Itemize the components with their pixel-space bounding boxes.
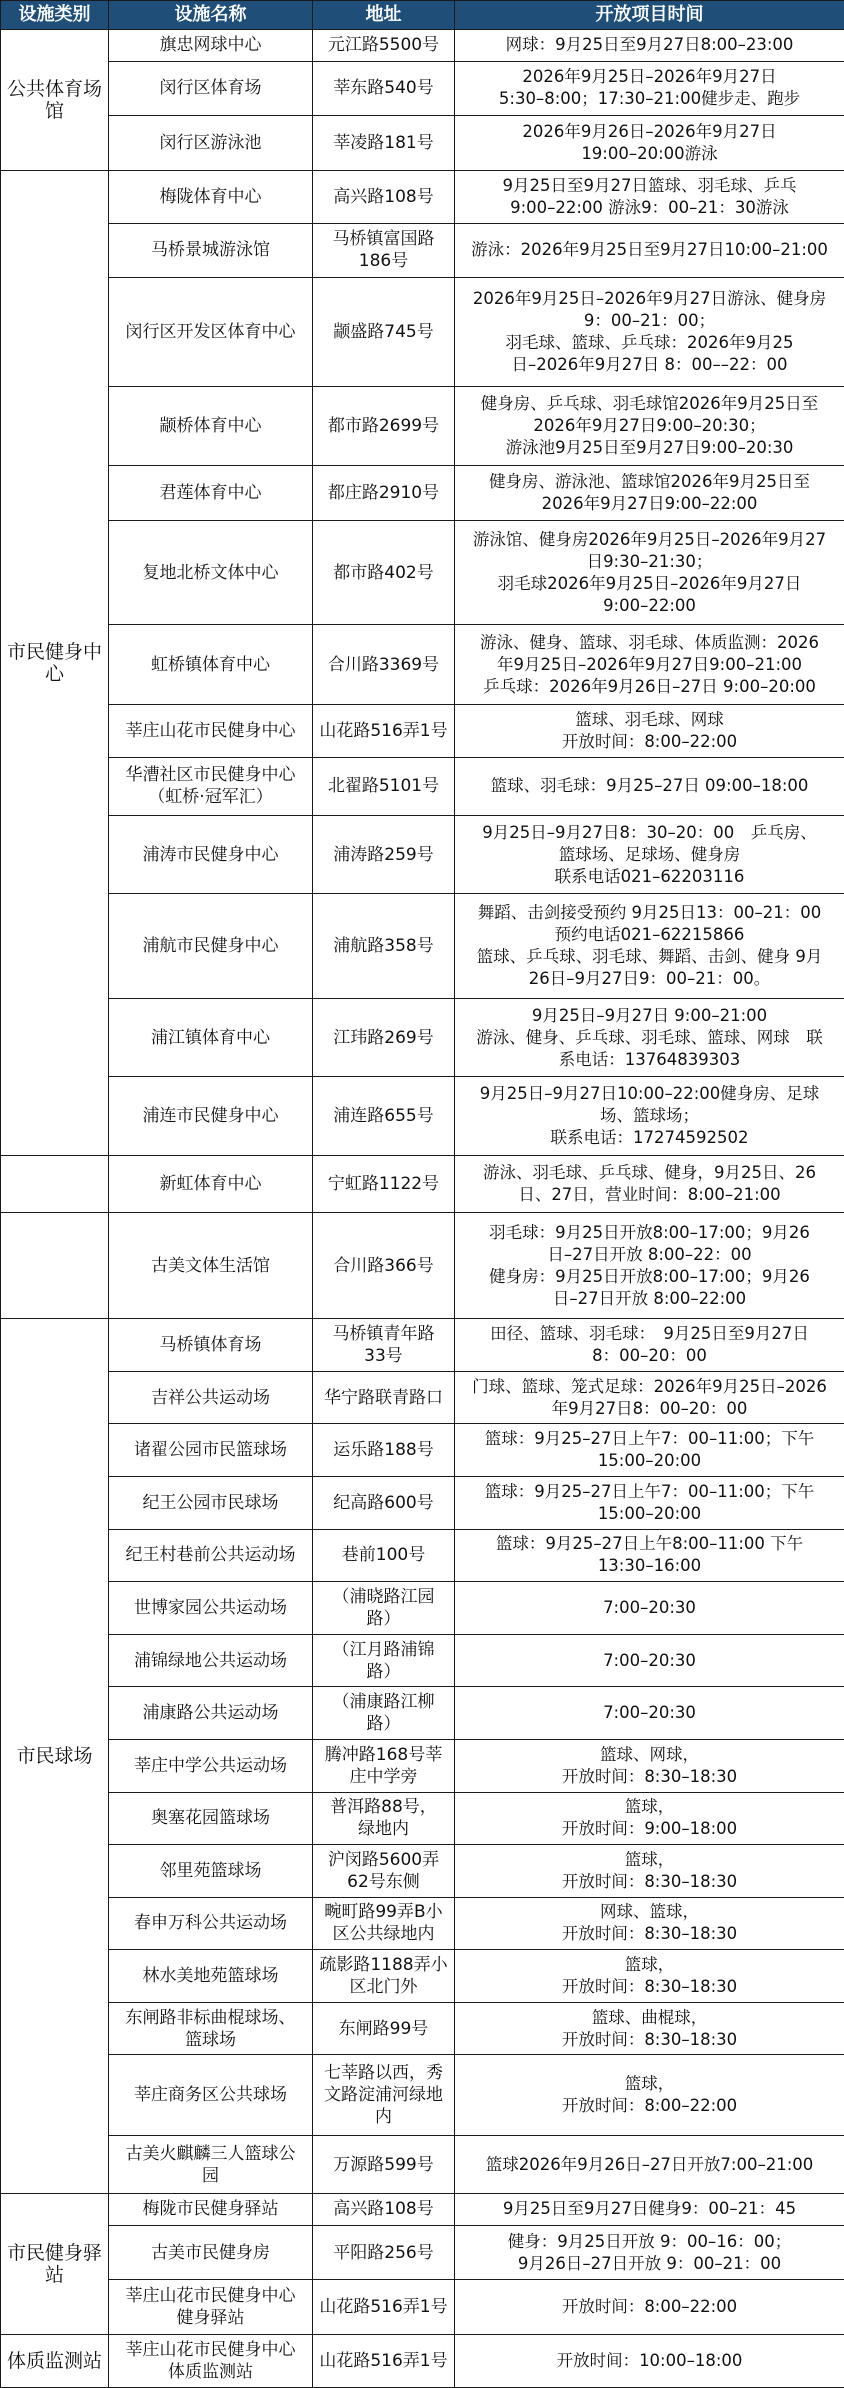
facility-name-cell: 莘庄山花市民健身中心 健身驿站 bbox=[109, 2280, 313, 2335]
facility-name-cell: 诸翟公园市民篮球场 bbox=[109, 1424, 313, 1477]
facility-name-cell: 梅陇市民健身驿站 bbox=[109, 2194, 313, 2226]
address-cell: 普洱路88号， 绿地内 bbox=[313, 1792, 455, 1845]
facility-name-cell: 邻里苑篮球场 bbox=[109, 1845, 313, 1898]
address-cell: 运乐路188号 bbox=[313, 1424, 455, 1477]
hours-cell: 游泳：2026年9月25日至9月27日10:00–21:00 bbox=[455, 223, 844, 278]
facility-name-cell: 闵行区游泳池 bbox=[109, 116, 313, 171]
table-row bbox=[1, 1897, 844, 1950]
facility-name-cell: 马桥镇体育场 bbox=[109, 1319, 313, 1372]
hours-cell: 篮球、网球， 开放时间：8:30–18:30 bbox=[455, 1739, 844, 1792]
address-cell: 纪高路600号 bbox=[313, 1477, 455, 1530]
table-row bbox=[1, 1213, 844, 1319]
address-cell: 颛盛路745号 bbox=[313, 278, 455, 386]
facility-name-cell: 莘庄商务区公共球场 bbox=[109, 2055, 313, 2136]
address-cell: 北翟路5101号 bbox=[313, 757, 455, 815]
address-cell: 山花路516弄1号 bbox=[313, 2335, 455, 2388]
table-row bbox=[1, 30, 844, 62]
hours-cell: 游泳、健身、篮球、羽毛球、体质监测：2026 年9月25日–2026年9月27日9:00–21:00 乒乓球：2026年9月26日–27日 9:00–20:00 bbox=[455, 625, 844, 705]
header-category: 设施类别 bbox=[1, 1, 109, 30]
table-row bbox=[1, 2335, 844, 2388]
hours-cell: 9月25日–9月27日 9:00–21:00 游泳、健身、乒乓球、羽毛球、篮球、网球 联 系电话：13764839303 bbox=[455, 998, 844, 1077]
facility-name-cell: 梅陇体育中心 bbox=[109, 170, 313, 223]
table-row bbox=[1, 1424, 844, 1477]
address-cell: （江月路浦锦 路） bbox=[313, 1634, 455, 1687]
facility-name-cell: 旗忠网球中心 bbox=[109, 30, 313, 62]
hours-cell: 篮球、羽毛球：9月25–27日 09:00–18:00 bbox=[455, 757, 844, 815]
facility-name-cell: 林水美地苑篮球场 bbox=[109, 1950, 313, 2003]
hours-cell: 田径、篮球、羽毛球： 9月25日至9月27日 8：00–20：00 bbox=[455, 1319, 844, 1372]
hours-cell: 篮球， 开放时间：8:30–18:30 bbox=[455, 1950, 844, 2003]
hours-cell: 舞蹈、击剑接受预约 9月25日13：00–21：00 预约电话021–62215866 篮球、乒乓球、羽毛球、舞蹈、击剑、健身 9月 26日–9月27日9：00–21：00。 bbox=[455, 894, 844, 998]
hours-cell: 开放时间：10:00–18:00 bbox=[455, 2335, 844, 2388]
table-row bbox=[1, 757, 844, 815]
facility-name-cell: 浦江镇体育中心 bbox=[109, 998, 313, 1077]
hours-cell: 9月25日–9月27日8：30–20：00 乒乓房、 篮球场、足球场、健身房 联系电话021–62203116 bbox=[455, 815, 844, 894]
table-row bbox=[1, 1634, 844, 1687]
address-cell: 马桥镇富国路 186号 bbox=[313, 223, 455, 278]
hours-cell: 9月25日–9月27日10:00–22:00健身房、足球 场、篮球场； 联系电话：17274592502 bbox=[455, 1077, 844, 1156]
category-cell bbox=[1, 1213, 109, 1319]
address-cell: 都庄路2910号 bbox=[313, 466, 455, 521]
facility-name-cell: 莘庄山花市民健身中心 bbox=[109, 705, 313, 758]
hours-cell: 2026年9月25日–2026年9月27日 5:30–8:00；17:30–21:00健步走、跑步 bbox=[455, 61, 844, 116]
address-cell: 华宁路联青路口 bbox=[313, 1371, 455, 1424]
facility-name-cell: 纪王村巷前公共运动场 bbox=[109, 1529, 313, 1582]
address-cell: 万源路599号 bbox=[313, 2136, 455, 2194]
facility-name-cell: 吉祥公共运动场 bbox=[109, 1371, 313, 1424]
address-cell: 合川路3369号 bbox=[313, 625, 455, 705]
facility-name-cell: 古美火麒麟三人篮球公 园 bbox=[109, 2136, 313, 2194]
hours-cell: 游泳、羽毛球、乒乓球、健身，9月25日、26 日、27日，营业时间：8:00–21:00 bbox=[455, 1156, 844, 1213]
facility-name-cell: 浦航市民健身中心 bbox=[109, 894, 313, 998]
table-row bbox=[1, 815, 844, 894]
address-cell: 元江路5500号 bbox=[313, 30, 455, 62]
facility-name-cell: 纪王公园市民球场 bbox=[109, 1477, 313, 1530]
address-cell: 山花路516弄1号 bbox=[313, 2280, 455, 2335]
facility-name-cell: 世博家园公共运动场 bbox=[109, 1582, 313, 1635]
category-cell: 市民球场 bbox=[1, 1319, 109, 2194]
table-row bbox=[1, 1156, 844, 1213]
table-row bbox=[1, 223, 844, 278]
hours-cell: 健身：9月25日开放 9：00–16：00； 9月26日–27日开放 9：00–21：00 bbox=[455, 2225, 844, 2280]
hours-cell: 篮球， 开放时间：9:00–18:00 bbox=[455, 1792, 844, 1845]
facility-name-cell: 闵行区体育场 bbox=[109, 61, 313, 116]
facility-name-cell: 莘庄山花市民健身中心 体质监测站 bbox=[109, 2335, 313, 2388]
table-row bbox=[1, 2136, 844, 2194]
facility-name-cell: 复地北桥文体中心 bbox=[109, 521, 313, 625]
address-cell: 浦连路655号 bbox=[313, 1077, 455, 1156]
table-row bbox=[1, 2194, 844, 2226]
address-cell: 腾冲路168号莘 庄中学旁 bbox=[313, 1739, 455, 1792]
table-row bbox=[1, 1739, 844, 1792]
facility-name-cell: 东闸路非标曲棍球场、 篮球场 bbox=[109, 2002, 313, 2055]
table-header-row bbox=[1, 1, 844, 30]
facility-name-cell: 古美文体生活馆 bbox=[109, 1213, 313, 1319]
table-row bbox=[1, 2002, 844, 2055]
facility-name-cell: 马桥景城游泳馆 bbox=[109, 223, 313, 278]
address-cell: 七莘路以西，秀 文路淀浦河绿地 内 bbox=[313, 2055, 455, 2136]
table-row bbox=[1, 1950, 844, 2003]
address-cell: 莘凌路181号 bbox=[313, 116, 455, 171]
hours-cell: 篮球、羽毛球、网球 开放时间：8:00–22:00 bbox=[455, 705, 844, 758]
facility-name-cell: 华漕社区市民健身中心 （虹桥·冠军汇） bbox=[109, 757, 313, 815]
table-row bbox=[1, 170, 844, 223]
facility-name-cell: 浦康路公共运动场 bbox=[109, 1687, 313, 1740]
table-row bbox=[1, 466, 844, 521]
table-row bbox=[1, 61, 844, 116]
address-cell: 平阳路256号 bbox=[313, 2225, 455, 2280]
facility-name-cell: 浦涛市民健身中心 bbox=[109, 815, 313, 894]
hours-cell: 7:00–20:30 bbox=[455, 1634, 844, 1687]
table-row bbox=[1, 1371, 844, 1424]
table-row bbox=[1, 1845, 844, 1898]
hours-cell: 羽毛球：9月25日开放8:00–17:00；9月26 日–27日开放 8:00–22：00 健身房：9月25日开放8:00–17:00；9月26 日–27日开放 8:00–22:00 bbox=[455, 1213, 844, 1319]
hours-cell: 游泳馆、健身房2026年9月25日–2026年9月27 日9:30–21:30； 羽毛球2026年9月25日–2026年9月27日 9:00–22:00 bbox=[455, 521, 844, 625]
facility-name-cell: 虹桥镇体育中心 bbox=[109, 625, 313, 705]
address-cell: 合川路366号 bbox=[313, 1213, 455, 1319]
hours-cell: 篮球：9月25–27日上午7：00–11:00；下午 15:00–20:00 bbox=[455, 1424, 844, 1477]
table-row bbox=[1, 1792, 844, 1845]
hours-cell: 篮球2026年9月26日–27日开放7:00–21:00 bbox=[455, 2136, 844, 2194]
category-cell: 体质监测站 bbox=[1, 2335, 109, 2388]
hours-cell: 门球、篮球、笼式足球：2026年9月25日–2026 年9月27日8：00–20：00 bbox=[455, 1371, 844, 1424]
table-row bbox=[1, 998, 844, 1077]
hours-cell: 网球：9月25日至9月27日8:00–23:00 bbox=[455, 30, 844, 62]
hours-cell: 篮球：9月25–27日上午8:00–11:00 下午 13:30–16:00 bbox=[455, 1529, 844, 1582]
table-row bbox=[1, 2055, 844, 2136]
facility-name-cell: 颛桥体育中心 bbox=[109, 386, 313, 466]
category-cell bbox=[1, 1156, 109, 1213]
hours-cell: 篮球， 开放时间：8:30–18:30 bbox=[455, 1845, 844, 1898]
table-row bbox=[1, 1529, 844, 1582]
address-cell: 马桥镇青年路 33号 bbox=[313, 1319, 455, 1372]
table-row bbox=[1, 278, 844, 386]
hours-cell: 9月25日至9月27日篮球、羽毛球、乒乓 9:00–22:00 游泳9：00–21：30游泳 bbox=[455, 170, 844, 223]
address-cell: 山花路516弄1号 bbox=[313, 705, 455, 758]
hours-cell: 9月25日至9月27日健身9：00–21：45 bbox=[455, 2194, 844, 2226]
header-address: 地址 bbox=[313, 1, 455, 30]
facility-name-cell: 新虹体育中心 bbox=[109, 1156, 313, 1213]
address-cell: 都市路402号 bbox=[313, 521, 455, 625]
address-cell: 都市路2699号 bbox=[313, 386, 455, 466]
hours-cell: 健身房、乒乓球、羽毛球馆2026年9月25日至 2026年9月27日9:00–20:30； 游泳池9月25日至9月27日9:00–20:30 bbox=[455, 386, 844, 466]
hours-cell: 开放时间：8:00–22:00 bbox=[455, 2280, 844, 2335]
table-row bbox=[1, 2225, 844, 2280]
table-body bbox=[1, 30, 844, 2388]
address-cell: 畹町路99弄B小 区公共绿地内 bbox=[313, 1897, 455, 1950]
header-hours: 开放项目时间 bbox=[455, 1, 844, 30]
table-row bbox=[1, 2280, 844, 2335]
table-row bbox=[1, 521, 844, 625]
table-row bbox=[1, 386, 844, 466]
address-cell: 沪闵路5600弄 62号东侧 bbox=[313, 1845, 455, 1898]
table-row bbox=[1, 1477, 844, 1530]
address-cell: 东闸路99号 bbox=[313, 2002, 455, 2055]
address-cell: （浦康路江柳 路） bbox=[313, 1687, 455, 1740]
hours-cell: 7:00–20:30 bbox=[455, 1582, 844, 1635]
category-cell: 市民健身中心 bbox=[1, 170, 109, 1155]
table-row bbox=[1, 894, 844, 998]
address-cell: 高兴路108号 bbox=[313, 170, 455, 223]
address-cell: 疏影路1188弄小 区北门外 bbox=[313, 1950, 455, 2003]
address-cell: 巷前100号 bbox=[313, 1529, 455, 1582]
category-cell: 公共体育场馆 bbox=[1, 30, 109, 171]
facility-name-cell: 浦连市民健身中心 bbox=[109, 1077, 313, 1156]
hours-cell: 篮球、曲棍球， 开放时间：8:30–18:30 bbox=[455, 2002, 844, 2055]
facility-name-cell: 莘庄中学公共运动场 bbox=[109, 1739, 313, 1792]
hours-cell: 2026年9月26日–2026年9月27日 19:00–20:00游泳 bbox=[455, 116, 844, 171]
address-cell: 江玮路269号 bbox=[313, 998, 455, 1077]
table-row bbox=[1, 116, 844, 171]
facility-name-cell: 浦锦绿地公共运动场 bbox=[109, 1634, 313, 1687]
hours-cell: 7:00–20:30 bbox=[455, 1687, 844, 1740]
table-row bbox=[1, 1319, 844, 1372]
hours-cell: 健身房、游泳池、篮球馆2026年9月25日至 2026年9月27日9:00–22:00 bbox=[455, 466, 844, 521]
address-cell: 浦航路358号 bbox=[313, 894, 455, 998]
table-row bbox=[1, 625, 844, 705]
hours-cell: 2026年9月25日–2026年9月27日游泳、健身房 9：00–21：00； 羽毛球、篮球、乒乓球：2026年9月25 日–2026年9月27日 8：00––22：00 bbox=[455, 278, 844, 386]
address-cell: 高兴路108号 bbox=[313, 2194, 455, 2226]
table-row bbox=[1, 1582, 844, 1635]
hours-cell: 篮球：9月25–27日上午7：00–11:00；下午 15:00–20:00 bbox=[455, 1477, 844, 1530]
table-row bbox=[1, 1077, 844, 1156]
table-row bbox=[1, 705, 844, 758]
address-cell: 莘东路540号 bbox=[313, 61, 455, 116]
facility-name-cell: 君莲体育中心 bbox=[109, 466, 313, 521]
address-cell: 宁虹路1122号 bbox=[313, 1156, 455, 1213]
category-cell: 市民健身驿站 bbox=[1, 2194, 109, 2335]
facility-name-cell: 古美市民健身房 bbox=[109, 2225, 313, 2280]
hours-cell: 篮球， 开放时间：8:00–22:00 bbox=[455, 2055, 844, 2136]
header-name: 设施名称 bbox=[109, 1, 313, 30]
hours-cell: 网球、篮球， 开放时间：8:30–18:30 bbox=[455, 1897, 844, 1950]
address-cell: （浦晓路江园 路） bbox=[313, 1582, 455, 1635]
table-row bbox=[1, 1687, 844, 1740]
address-cell: 浦涛路259号 bbox=[313, 815, 455, 894]
facility-name-cell: 春申万科公共运动场 bbox=[109, 1897, 313, 1950]
facility-name-cell: 奥塞花园篮球场 bbox=[109, 1792, 313, 1845]
facility-name-cell: 闵行区开发区体育中心 bbox=[109, 278, 313, 386]
